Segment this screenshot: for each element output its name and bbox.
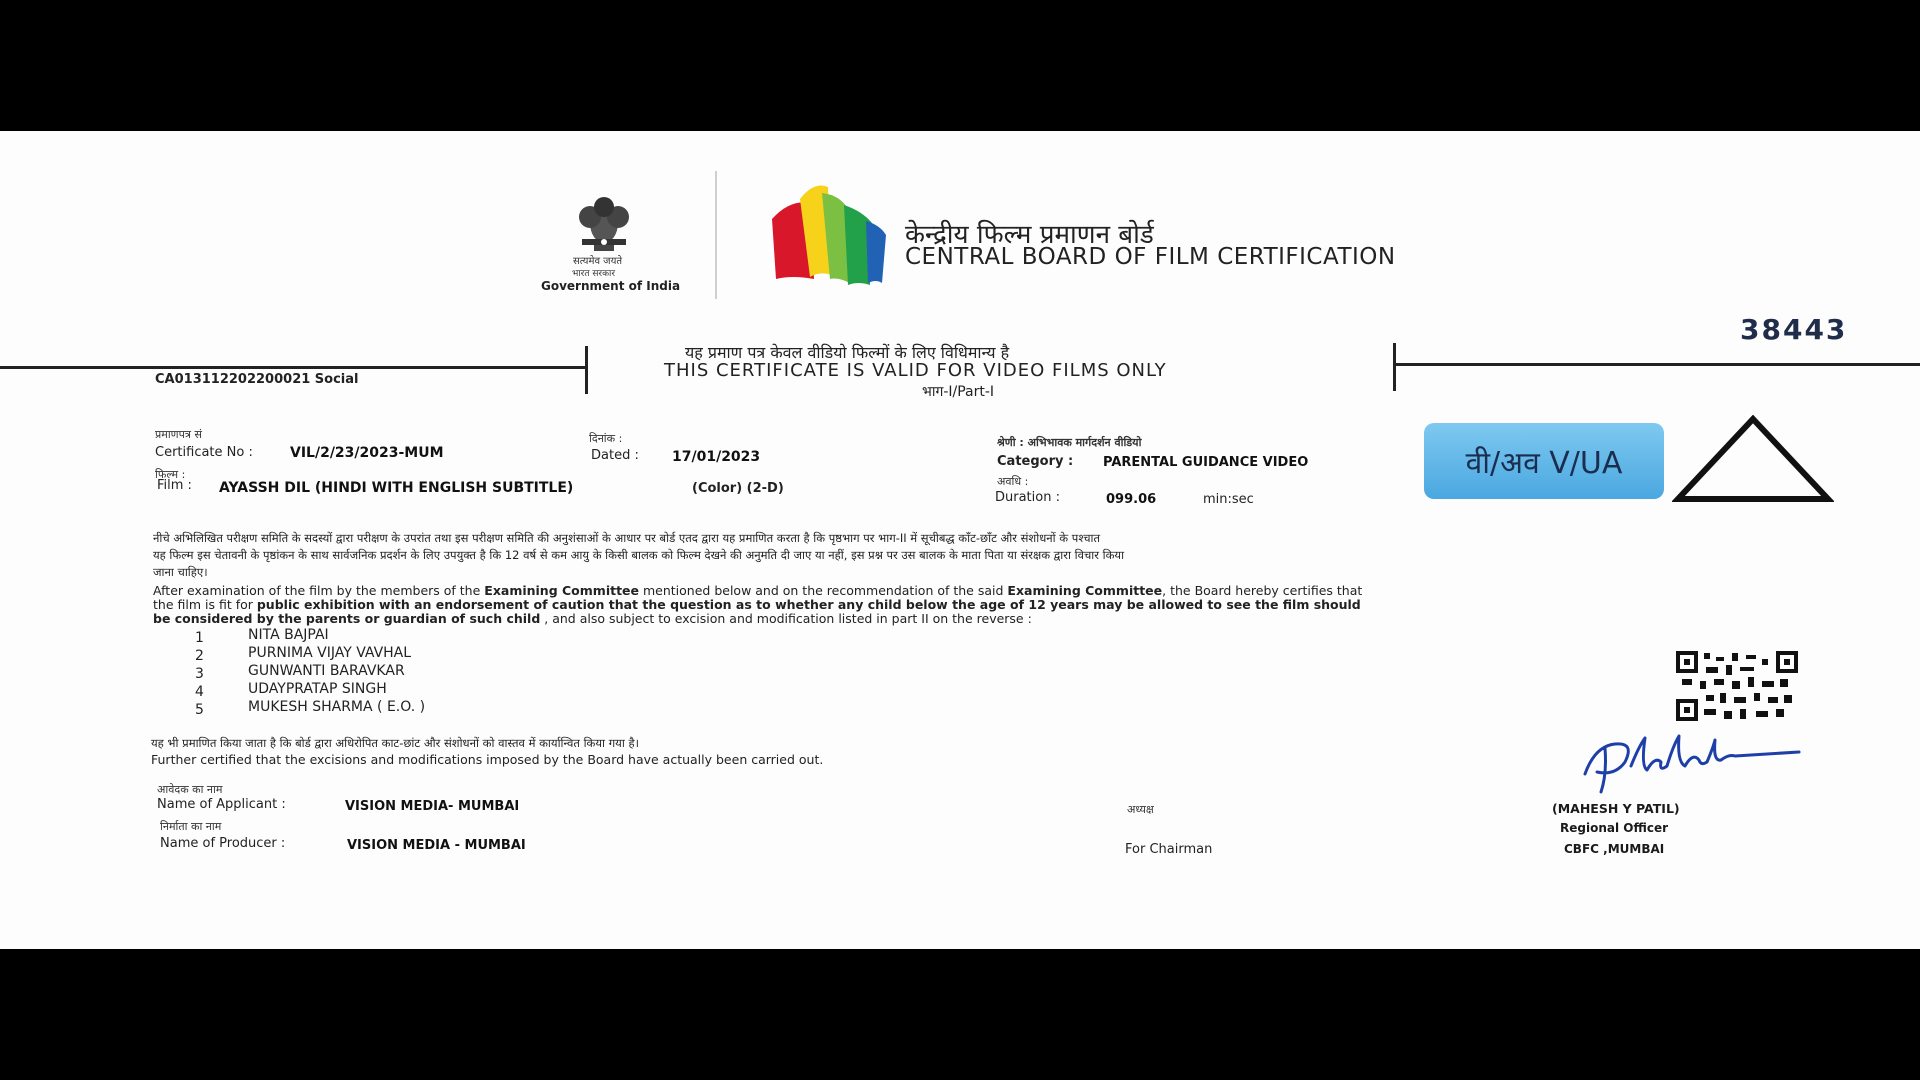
list-item: 4 UDAYPRATAP SINGH [195, 681, 387, 700]
duration-unit: min:sec [1203, 492, 1254, 507]
dated-label: Dated : [591, 448, 639, 463]
body-english-line-3: be considered by the parents or guardian of such child , and also subject to excision and modification listed in part II on the reverse : [153, 611, 1032, 626]
qr-code-icon [1676, 651, 1798, 721]
for-chairman-label: For Chairman [1125, 842, 1213, 857]
rating-triangle-icon [1672, 415, 1834, 503]
officer-signature [1575, 726, 1805, 796]
applicant-label: Name of Applicant : [157, 797, 286, 812]
applicant-value: VISION MEDIA- MUMBAI [345, 799, 520, 814]
list-item: 5 MUKESH SHARMA ( E.O. ) [195, 699, 426, 718]
film-label-hindi: फिल्म : [155, 468, 186, 481]
rule-line [585, 346, 588, 394]
duration-value: 099.06 [1106, 492, 1157, 507]
list-item: 1 NITA BAJPAI [195, 627, 329, 646]
list-item: 3 GUNWANTI BARAVKAR [195, 663, 405, 682]
part-label: भाग-I/Part-I [922, 384, 995, 400]
rule-line [1393, 363, 1920, 366]
producer-label-hindi: निर्माता का नाम [160, 820, 222, 833]
duration-label: Duration : [995, 490, 1060, 505]
film-format: (Color) (2-D) [692, 481, 784, 496]
applicant-label-hindi: आवेदक का नाम [157, 783, 223, 796]
rating-badge: वी/अव V/UA [1424, 423, 1664, 499]
officer-title: Regional Officer [1560, 821, 1669, 835]
gov-hindi-label: भारत सरकार [572, 269, 616, 279]
producer-value: VISION MEDIA - MUMBAI [347, 838, 526, 853]
officer-office: CBFC ,MUMBAI [1564, 842, 1665, 856]
list-item: 2 PURNIMA VIJAY VAVHAL [195, 645, 412, 664]
certificate-document [0, 131, 1920, 949]
body-hindi-line: जाना चाहिए। [153, 565, 208, 579]
certificate-no-value: VIL/2/23/2023-MUM [290, 445, 444, 461]
rule-line [1393, 343, 1396, 391]
rule-line [0, 366, 588, 369]
state-emblem-icon [560, 183, 648, 263]
body-english-line-1: After examination of the film by the members of the Examining Committee mentioned below and on the recommendation of the said Examining Committee, the Board hereby certifies that [153, 583, 1363, 598]
emblem-motto: सत्यमेव जयते [573, 256, 623, 267]
dated-value: 17/01/2023 [672, 449, 761, 465]
validity-english: THIS CERTIFICATE IS VALID FOR VIDEO FILMS ONLY [664, 360, 1167, 381]
officer-name: (MAHESH Y PATIL) [1552, 801, 1680, 816]
certificate-no-label-hindi: प्रमाणपत्र सं [155, 428, 202, 441]
committee-list [195, 627, 426, 718]
gov-label: Government of India [541, 279, 681, 293]
category-label-hindi: श्रेणी : अभिभावक मार्गदर्शन वीडियो [997, 436, 1142, 449]
dated-label-hindi: दिनांक : [589, 432, 623, 445]
certificate-code: CA013112202200021 Social [155, 372, 359, 387]
further-english: Further certified that the excisions and modifications imposed by the Board have actually been carried out. [151, 752, 824, 767]
category-value: PARENTAL GUIDANCE VIDEO [1103, 455, 1309, 470]
body-hindi-line: यह फिल्म इस चेतावनी के पृष्ठांकन के साथ सार्वजनिक प्रदर्शन के लिए उपयुक्त है कि 12 वर्ष से कम आयु के किसी बालक को फिल्म देखने की अनुमति दी जाए या नहीं, इस प्रश्न पर उस बालक के माता पिता या संरक्षक द्वारा विचार किया [153, 548, 1125, 562]
body-hindi-line: नीचे अभिलिखित परीक्षण समिति के सदस्यों द्वारा परीक्षण के उपरांत तथा इस परीक्षण समिति की अनुशंसाओं के आधार पर बोर्ड एतद द्वारा यह प्रमाणित करता है कि पृष्ठभाग पर भाग-II में सूचीबद्ध काँट-छाँट और संशोधनों के पश्चात [153, 531, 1101, 545]
further-hindi: यह भी प्रमाणित किया जाता है कि बोर्ड द्वारा अधिरोपित काट-छांट और संशोधनों को वास्तव में कार्यान्वित किया गया है। [151, 736, 639, 750]
category-label: Category : [997, 454, 1074, 469]
film-title: AYASSH DIL (HINDI WITH ENGLISH SUBTITLE) [219, 480, 574, 496]
serial-number: 38443 [1740, 313, 1848, 346]
validity-hindi: यह प्रमाण पत्र केवल वीडियो फिल्मों के लिए विधिमान्य है [685, 343, 1010, 362]
cbfc-logo-icon [770, 179, 888, 291]
body-english-line-2: the film is fit for public exhibition with an endorsement of caution that the question as to whether any child below the age of 12 years may be allowed to see the film should [153, 597, 1361, 612]
board-name-english: CENTRAL BOARD OF FILM CERTIFICATION [905, 244, 1396, 270]
header-divider [715, 171, 717, 299]
board-name-hindi: केन्द्रीय फिल्म प्रमाणन बोर्ड [905, 220, 1154, 250]
duration-label-hindi: अवधि : [997, 475, 1029, 488]
chairman-label-hindi: अध्यक्ष [1127, 803, 1154, 816]
producer-label: Name of Producer : [160, 836, 286, 851]
certificate-no-label: Certificate No : [155, 445, 253, 460]
film-label: Film : [157, 478, 192, 493]
